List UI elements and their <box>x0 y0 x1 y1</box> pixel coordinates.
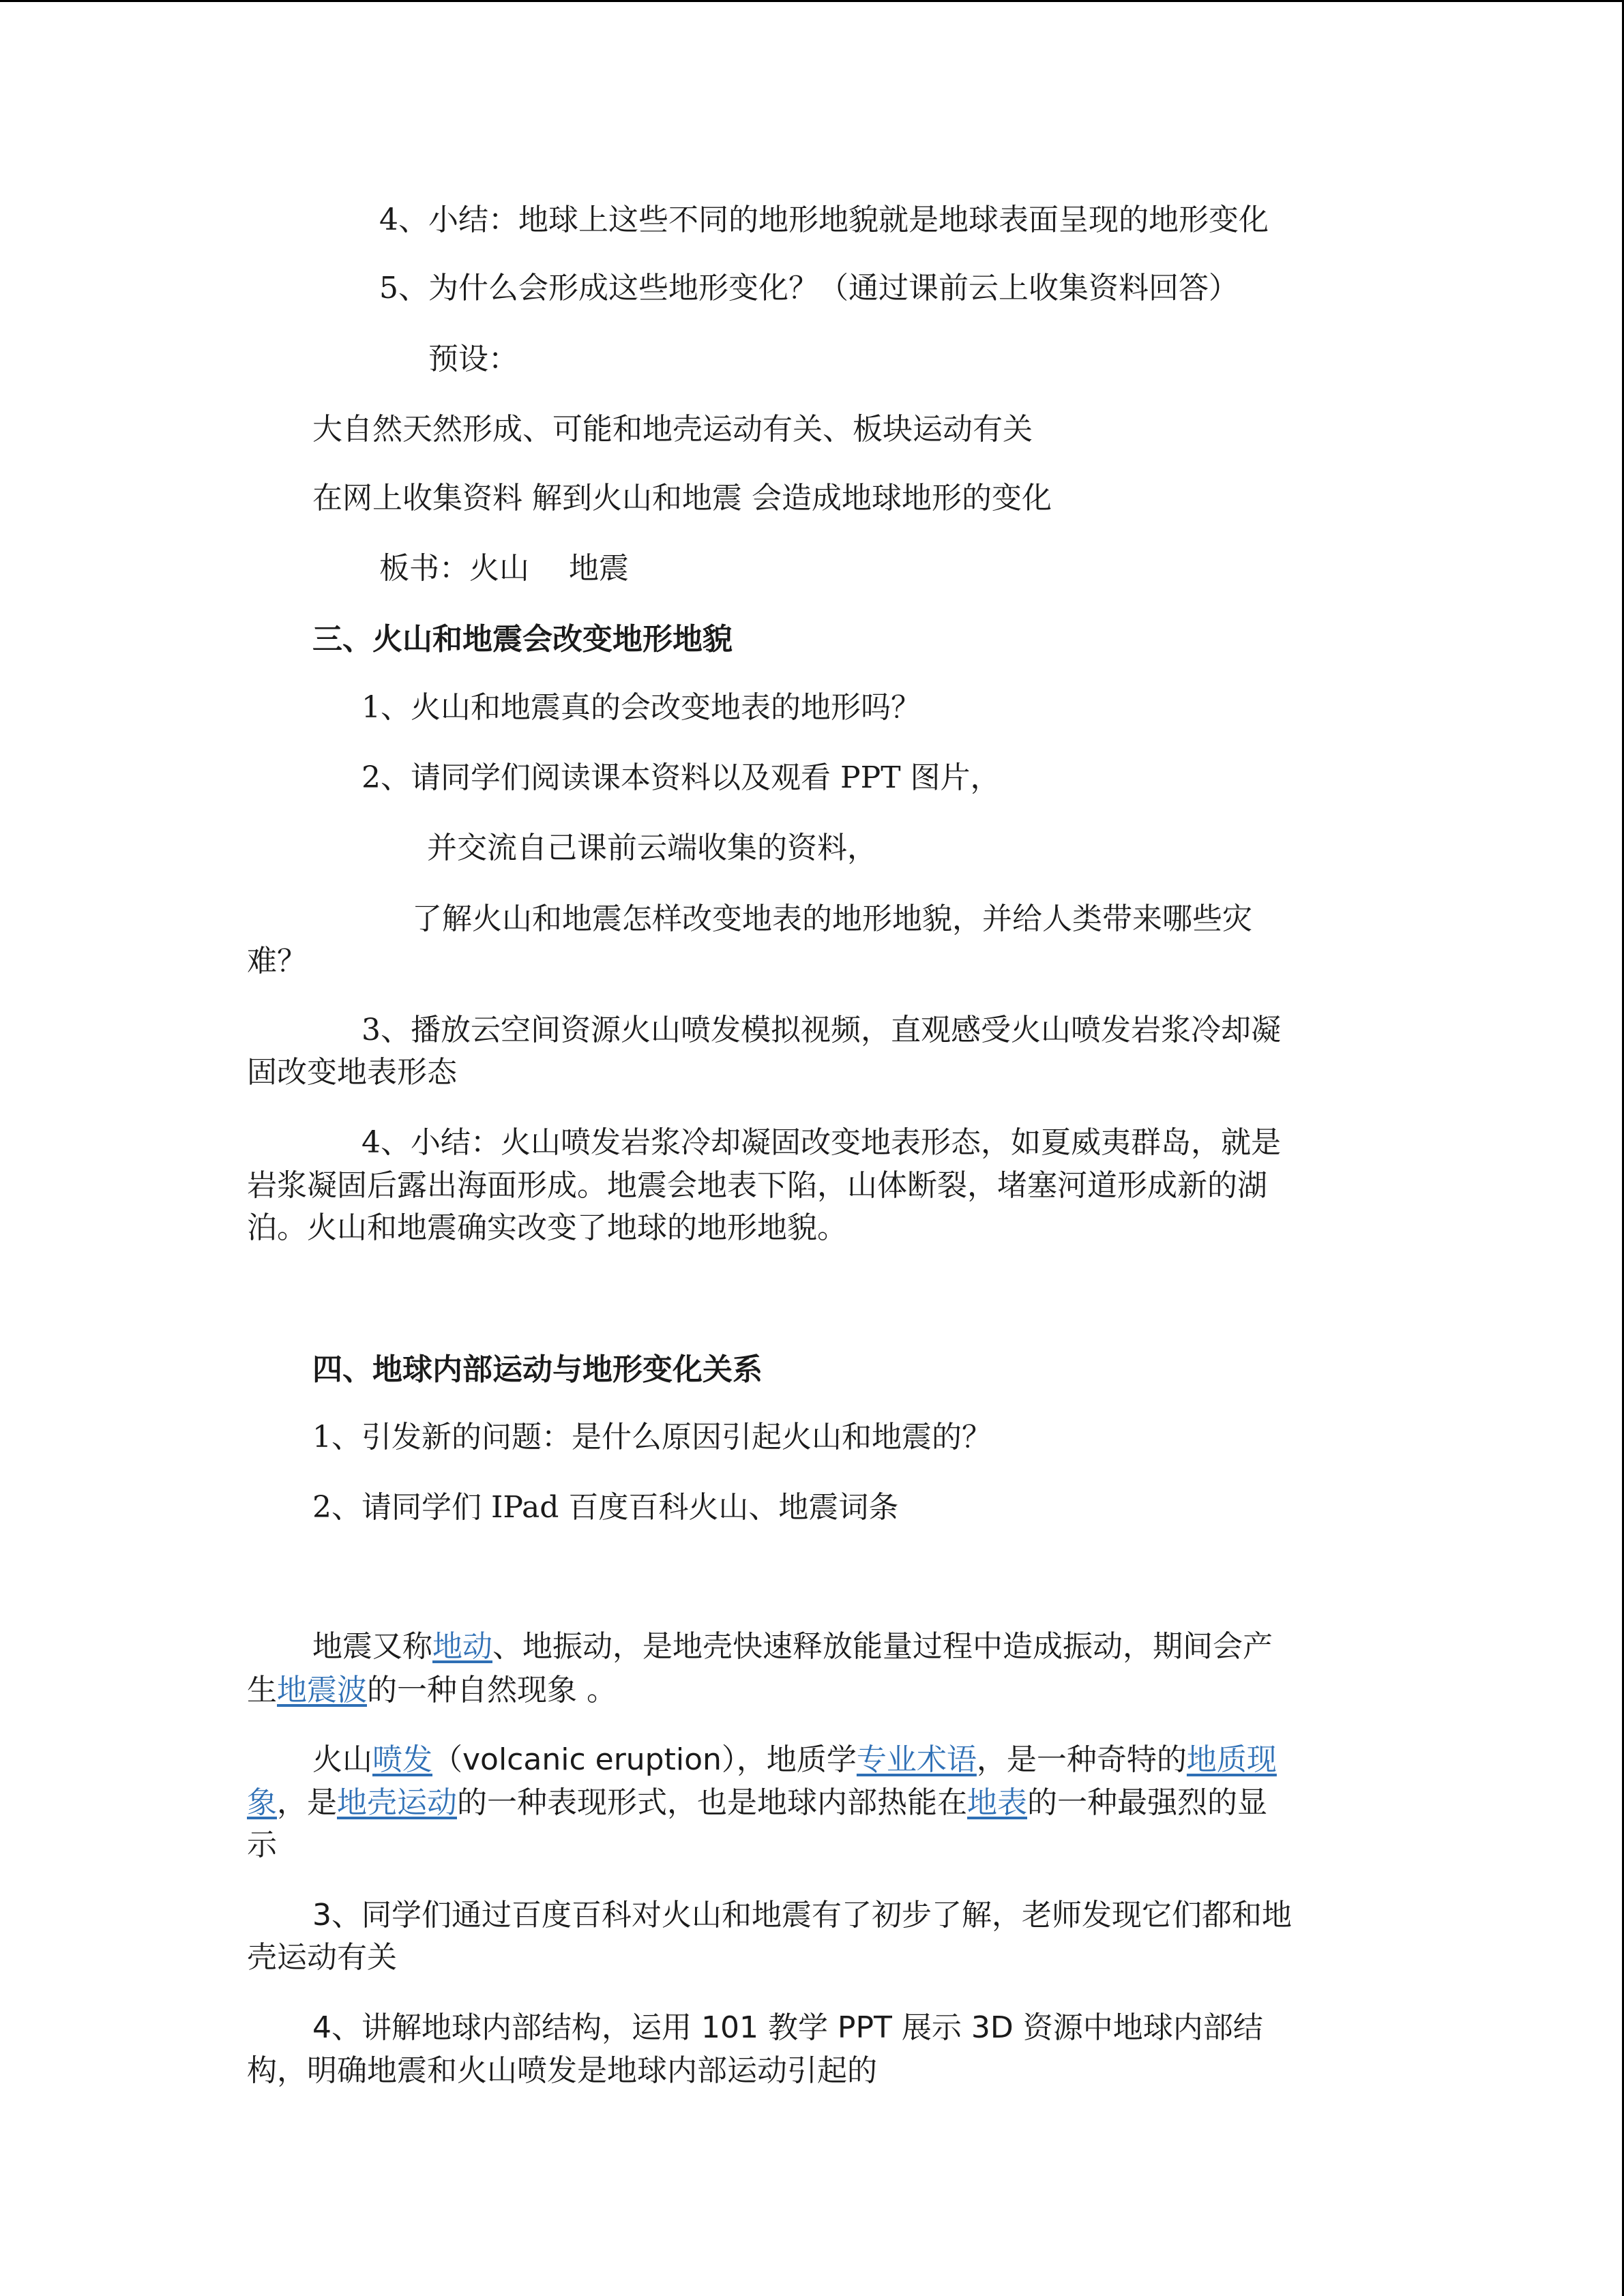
volcano-definition-line-1: 火山喷发（volcanic eruption），地质学专业术语，是一种奇特的地质现 <box>312 1742 1277 1777</box>
blackboard-note: 板书：火山 地震 <box>379 551 629 586</box>
section-3-item-2-cont-2a: 了解火山和地震怎样改变地表的地形地貌，并给人类带来哪些灾 <box>412 901 1252 936</box>
section-4-item-3a: 3、同学们通过百度百科对火山和地震有了初步了解，老师发现它们都和地 <box>312 1898 1292 1933</box>
section-4-item-2: 2、请同学们 IPad 百度百科火山、地震词条 <box>312 1490 899 1525</box>
section-3-item-3a: 3、播放云空间资源火山喷发模拟视频，直观感受火山喷发岩浆冷却凝 <box>361 1013 1281 1047</box>
section-3-item-2: 2、请同学们阅读课本资料以及观看 PPT 图片， <box>361 760 1001 795</box>
link-didong[interactable]: 地动 <box>432 1629 492 1664</box>
section-3-item-2-cont-2b: 难？ <box>247 944 307 979</box>
question-item-5: 5、为什么会形成这些地形变化？（通过课前云上收集资料回答） <box>379 271 1239 305</box>
section-3-heading: 三、火山和地震会改变地形地貌 <box>312 622 733 657</box>
preset-answer-1: 大自然天然形成、可能和地壳运动有关、板块运动有关 <box>312 412 1033 447</box>
earthquake-definition-line-1: 地震又称地动、地振动，是地壳快速释放能量过程中造成振动，期间会产 <box>312 1629 1273 1664</box>
link-eruption[interactable]: 喷发 <box>372 1742 432 1777</box>
section-3-item-2-cont-1: 并交流自己课前云端收集的资料， <box>427 831 877 865</box>
section-3-item-4a: 4、小结：火山喷发岩浆冷却凝固改变地表形态，如夏威夷群岛，就是 <box>361 1125 1281 1160</box>
section-4-item-4a: 4、讲解地球内部结构，运用 101 教学 PPT 展示 3D 资源中地球内部结 <box>312 2010 1263 2045</box>
link-earth-surface[interactable]: 地表 <box>967 1785 1027 1820</box>
section-3-item-1: 1、火山和地震真的会改变地表的地形吗？ <box>361 690 921 725</box>
summary-item-4: 4、小结：地球上这些不同的地形地貌就是地球表面呈现的地形变化 <box>379 203 1269 237</box>
preset-answer-2: 在网上收集资料 解到火山和地震 会造成地球地形的变化 <box>312 481 1052 516</box>
section-4-item-3b: 壳运动有关 <box>247 1940 397 1975</box>
section-4-heading: 四、地球内部运动与地形变化关系 <box>312 1352 763 1387</box>
link-geological-phenomenon[interactable]: 地质现 <box>1186 1742 1277 1777</box>
volcano-definition-line-2: 象，是地壳运动的一种表现形式，也是地球内部热能在地表的一种最强烈的显 <box>247 1785 1267 1820</box>
link-technical-term[interactable]: 专业术语 <box>856 1742 977 1777</box>
link-crustal-movement[interactable]: 地壳运动 <box>337 1785 457 1820</box>
link-seismic-wave[interactable]: 地震波 <box>277 1673 367 1708</box>
preset-label: 预设： <box>428 342 518 376</box>
earthquake-definition-line-2: 生地震波的一种自然现象 。 <box>247 1673 617 1708</box>
section-4-item-4b: 构，明确地震和火山喷发是地球内部运动引起的 <box>247 2053 877 2088</box>
volcano-definition-line-3: 示 <box>247 1828 277 1862</box>
section-3-item-4c: 泊。火山和地震确实改变了地球的地形地貌。 <box>247 1210 847 1245</box>
section-3-item-4b: 岩浆凝固后露出海面形成。地震会地表下陷，山体断裂，堵塞河道形成新的湖 <box>247 1168 1267 1203</box>
link-geological-phenomenon-cont[interactable]: 象 <box>247 1785 277 1820</box>
section-4-item-1: 1、引发新的问题：是什么原因引起火山和地震的？ <box>312 1420 992 1455</box>
section-3-item-3b: 固改变地表形态 <box>247 1055 457 1090</box>
